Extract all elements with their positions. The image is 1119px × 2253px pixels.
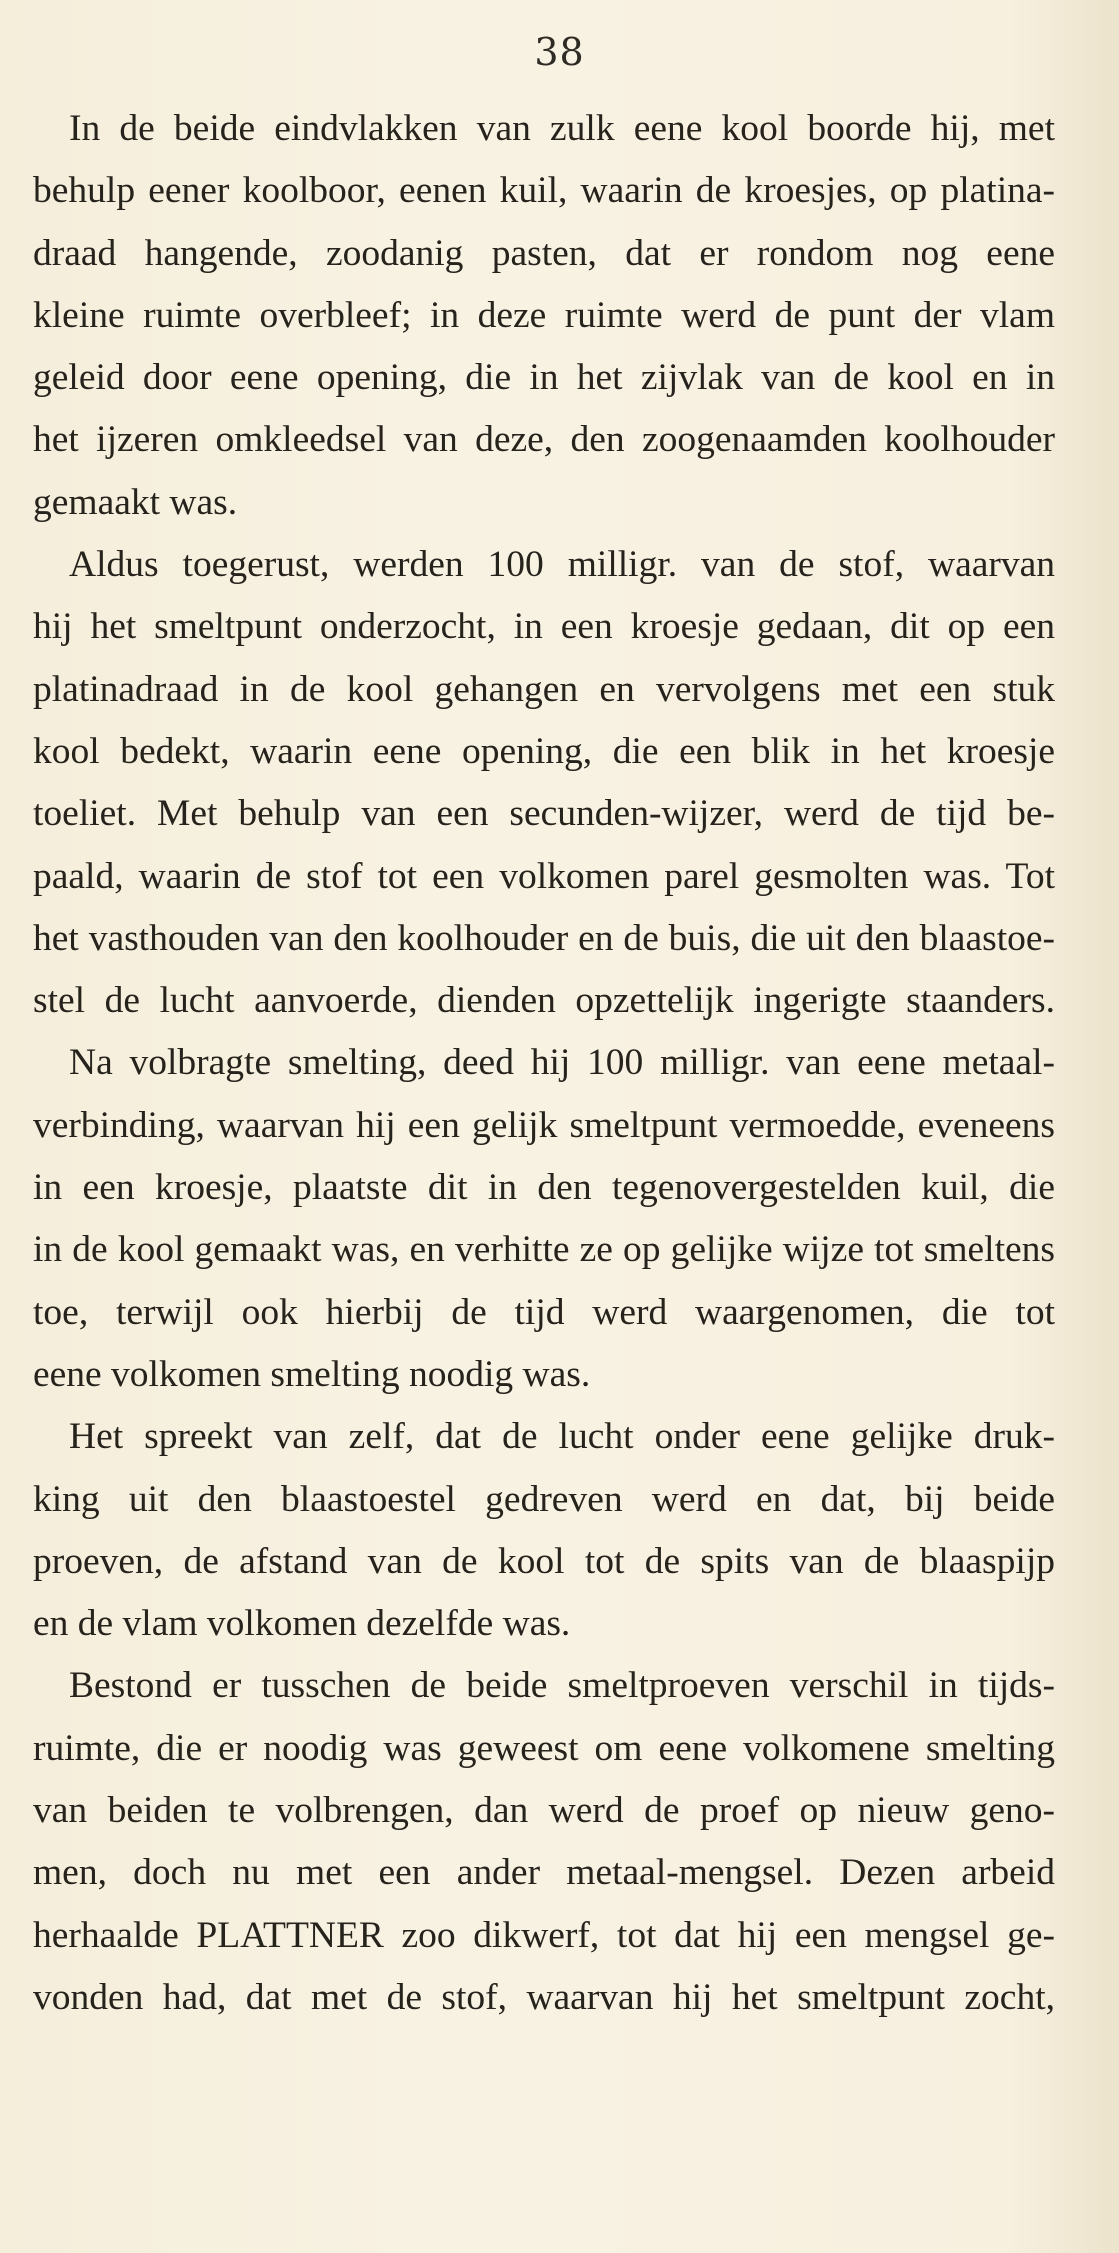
text-line: men, doch nu met een ander metaal-mengsel. Dezen arbeid <box>33 1852 1055 1894</box>
text-line: eene volkomen smelting noodig was. <box>33 1353 591 1395</box>
text-line: het vasthouden van den koolhouder en de buis, die uit den blaastoe- <box>33 917 1055 959</box>
paragraph-4 <box>33 1406 1055 1655</box>
text-line: in een kroesje, plaatste dit in den tegenovergestelden kuil, die <box>33 1167 1055 1209</box>
text-line: herhaalde PLATTNER zoo dikwerf, tot dat hij een mengsel ge- <box>33 1914 1055 1956</box>
text-line: kool bedekt, waarin eene opening, die een blik in het kroesje <box>33 730 1055 772</box>
text-line: proeven, de afstand van de kool tot de spits van de blaaspijp <box>33 1540 1055 1582</box>
text-line: toe, terwijl ook hierbij de tijd werd waargenomen, die tot <box>33 1291 1055 1333</box>
text-line: Bestond er tusschen de beide smeltproeven verschil in tijds- <box>69 1665 1055 1707</box>
text-line: hij het smeltpunt onderzocht, in een kroesje gedaan, dit op een <box>33 606 1055 648</box>
page-number: 38 <box>534 30 585 74</box>
text-line: vonden had, dat met de stof, waarvan hij het smeltpunt zocht, <box>33 1976 1055 2018</box>
text-line: behulp eener koolboor, eenen kuil, waarin de kroesjes, op platina- <box>33 170 1055 212</box>
paragraph-2 <box>33 534 1055 1032</box>
text-line: kleine ruimte overbleef; in deze ruimte werd de punt der vlam <box>33 294 1055 336</box>
paragraph-1 <box>33 98 1055 534</box>
text-line: Het spreekt van zelf, dat de lucht onder eene gelijke druk- <box>69 1416 1055 1458</box>
text-line: en de vlam volkomen dezelfde was. <box>33 1603 571 1645</box>
text-line: in de kool gemaakt was, en verhitte ze op gelijke wijze tot smeltens <box>33 1229 1055 1271</box>
text-line: van beiden te volbrengen, dan werd de proef op nieuw geno- <box>33 1790 1055 1832</box>
paragraph-5 <box>33 1655 1055 2029</box>
text-line: verbinding, waarvan hij een gelijk smeltpunt vermoedde, eveneens <box>33 1104 1055 1146</box>
text-line: draad hangende, zoodanig pasten, dat er rondom nog eene <box>33 232 1055 274</box>
text-line: het ijzeren omkleedsel van deze, den zoogenaamden koolhouder <box>33 419 1055 461</box>
text-line: stel de lucht aanvoerde, dienden opzettelijk ingerigte staanders. <box>33 980 1055 1022</box>
text-line: Aldus toegerust, werden 100 milligr. van de stof, waarvan <box>69 544 1055 586</box>
text-line: In de beide eindvlakken van zulk eene kool boorde hij, met <box>69 108 1055 149</box>
body-text <box>33 98 1055 2029</box>
text-line: toeliet. Met behulp van een secunden-wijzer, werd de tijd be- <box>33 793 1055 835</box>
paragraph-3 <box>33 1032 1055 1406</box>
text-line: paald, waarin de stof tot een volkomen parel gesmolten was. Tot <box>33 855 1055 897</box>
text-line: geleid door eene opening, die in het zijvlak van de kool en in <box>33 357 1055 399</box>
text-line: Na volbragte smelting, deed hij 100 milligr. van eene metaal- <box>69 1042 1055 1084</box>
text-line: king uit den blaastoestel gedreven werd en dat, bij beide <box>33 1478 1055 1520</box>
text-line: platinadraad in de kool gehangen en vervolgens met een stuk <box>33 668 1055 710</box>
text-line: ruimte, die er noodig was geweest om eene volkomene smelting <box>33 1727 1055 1769</box>
text-line: gemaakt was. <box>33 481 238 523</box>
